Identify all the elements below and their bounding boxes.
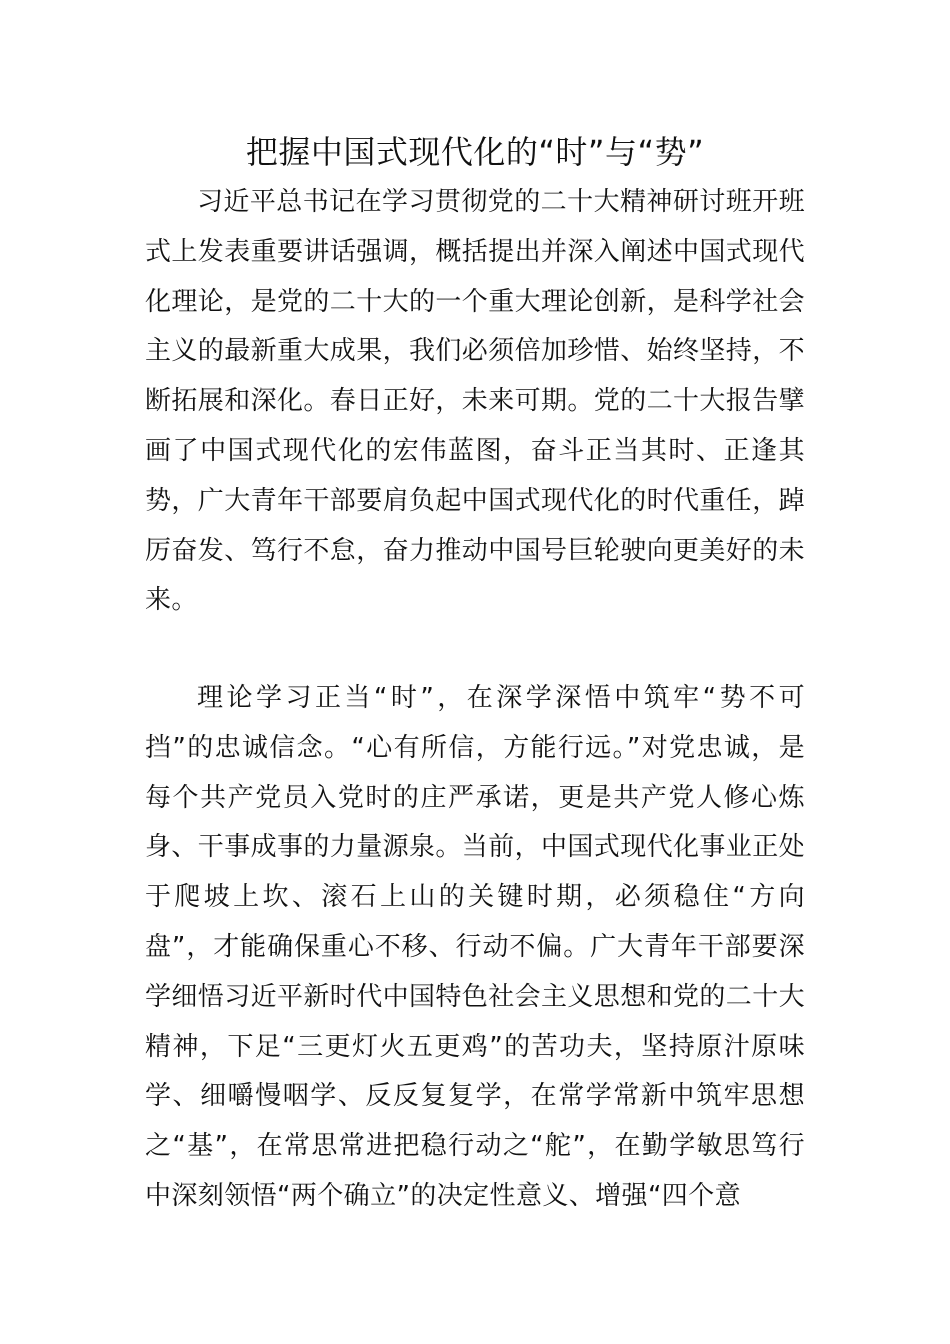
- document-title: 把握中国式现代化的“时”与“势”: [245, 133, 705, 171]
- paragraph-intro: 习近平总书记在学习贯彻党的二十大精神研讨班开班式上发表重要讲话强调，概括提出并深入阐述中国式现代化理论，是党的二十大的一个重大理论创新，是科学社会主义的最新重大成果，我们必须倍加珍惜、始终坚持，不断拓展和深化。春日正好，未来可期。党的二十大报告擘画了中国式现代化的宏伟蓝图，奋斗正当其时、正逢其势，广大青年干部要肩负起中国式现代化的时代重任，踔厉奋发、笃行不怠，奋力推动中国号巨轮驶向更美好的未来。: [145, 187, 806, 616]
- paragraph-theory-study: 理论学习正当“时”，在深学深悟中筑牢“势不可挡”的忠诚信念。“心有所信，方能行远。”对党忠诚，是每个共产党员入党时的庄严承诺，更是共产党人修心炼身、干事成事的力量源泉。当前，中国式现代化事业正处于爬坡上坎、滚石上山的关键时期，必须稳住“方向盘”，才能确保重心不移、行动不偏。广大青年干部要深学细悟习近平新时代中国特色社会主义思想和党的二十大精神，下足“三更灯火五更鸡”的苦功夫，坚持原汁原味学、细嚼慢咽学、反反复复学，在常学常新中筑牢思想之“基”，在常思常进把稳行动之“舵”，在勤学敏思笃行中深刻领悟“两个确立”的决定性意义、增强“四个意: [145, 683, 806, 1211]
